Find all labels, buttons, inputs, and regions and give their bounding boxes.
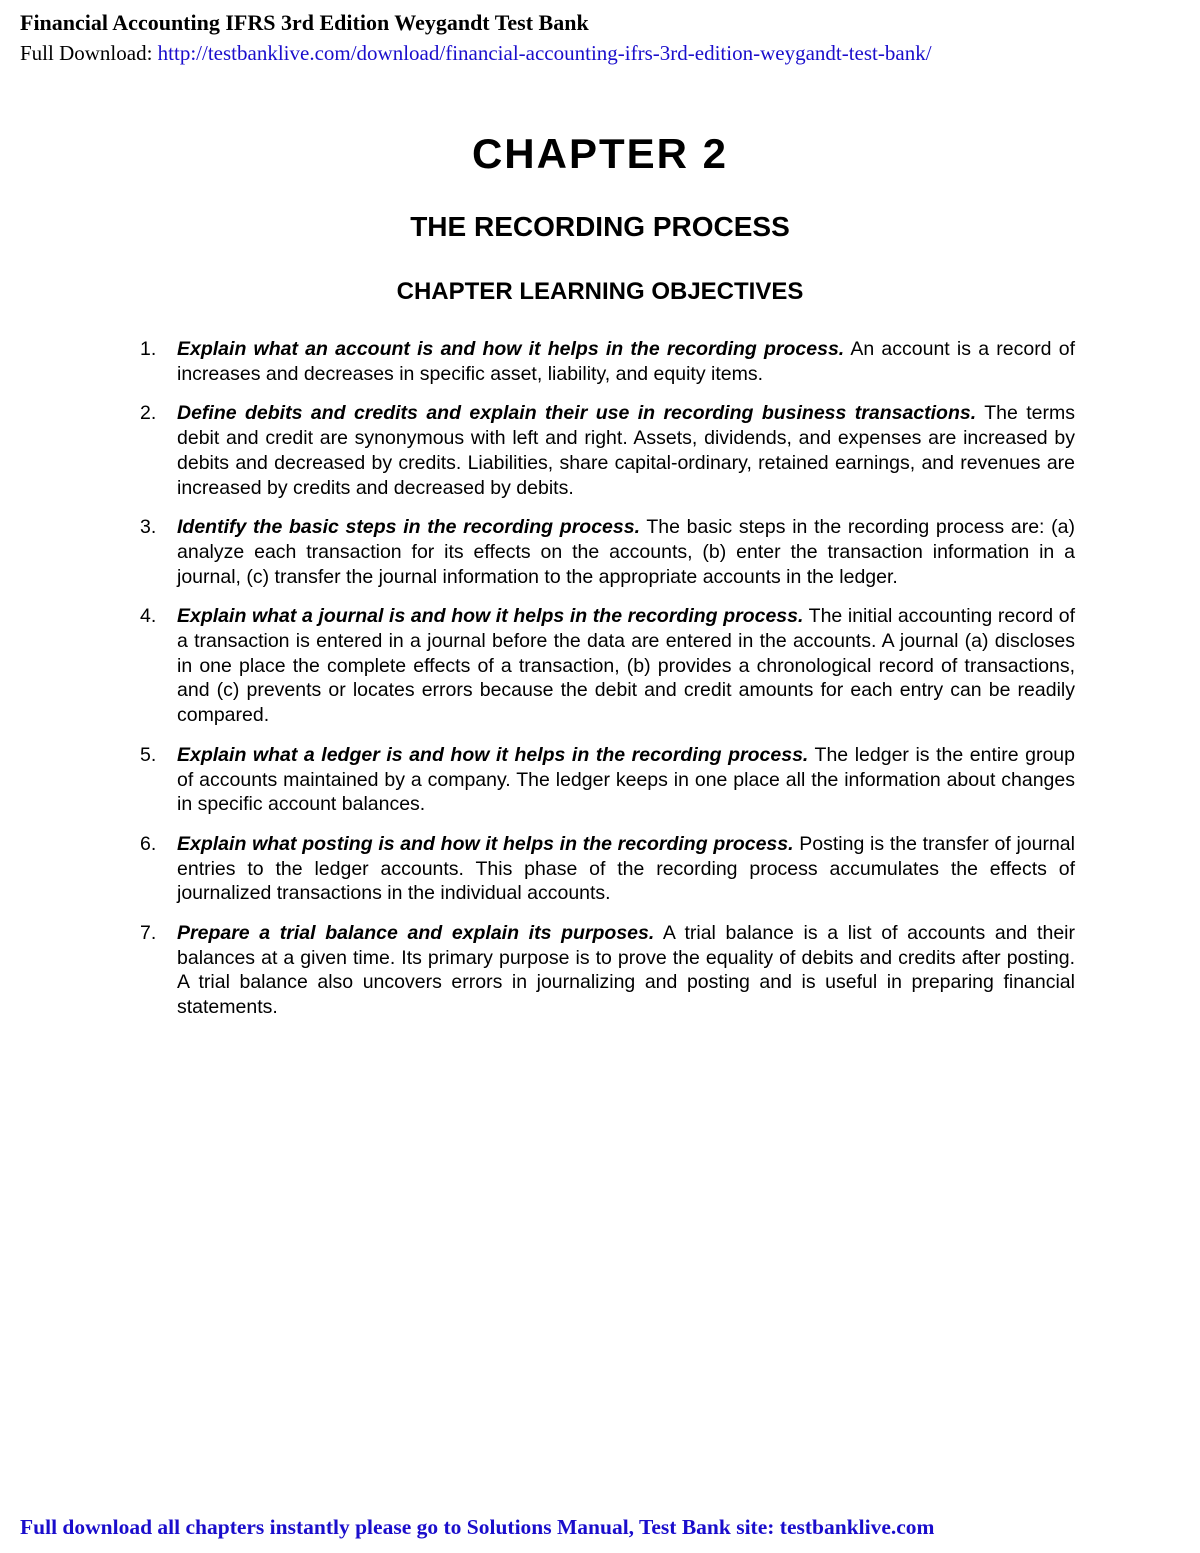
objective-lead: Explain what posting is and how it helps in the recording process. bbox=[177, 832, 794, 855]
list-item bbox=[140, 515, 1075, 589]
section-title: CHAPTER LEARNING OBJECTIVES bbox=[396, 278, 804, 305]
objective-body: The basic steps in the recording process are: (a) analyze each transaction for its effects on the accounts, (b) enter the transaction information in a journal, (c) transfer the journal information to the appropriate accounts in the ledger. bbox=[177, 516, 1075, 588]
objective-lead: Explain what a journal is and how it helps in the recording process. bbox=[177, 605, 804, 628]
objective-lead: Define debits and credits and explain their use in recording business transactions. bbox=[177, 402, 977, 425]
objective-lead: Explain what an account is and how it helps in the recording process. bbox=[177, 338, 845, 360]
objective-number: 7. bbox=[140, 922, 157, 945]
objective-body: The terms debit and credit are synonymous with left and right. Assets, dividends, and expenses are increased by debits and decreased by credits. Liabilities, share capital-ordinary, retained earnings, and revenues are increased by credits and decreased by debits. bbox=[177, 402, 1075, 499]
objective-body: Posting is the transfer of journal entries to the ledger accounts. This phase of the recording process accumulates the effects of journalized transactions in the individual accounts. bbox=[177, 832, 1075, 905]
objective-number: 1. bbox=[140, 338, 157, 360]
objective-number: 6. bbox=[140, 832, 157, 855]
header-download-line bbox=[20, 38, 1180, 68]
objective-lead: Identify the basic steps in the recording process. bbox=[177, 516, 641, 539]
objective-body: The initial accounting record of a transaction is entered in a journal before the data are entered in the accounts. A journal (a) discloses in one place the complete effects of a transaction, (b) provides a chronological record of transactions, and (c) prevents or locates errors because the debit and credit amounts for each entry can be readily compared. bbox=[177, 605, 1075, 727]
objective-body: An account is a record of increases and decreases in specific asset, liability, and equity items. bbox=[177, 338, 1075, 385]
objective-number: 5. bbox=[140, 743, 157, 766]
footer-promo-text: Full download all chapters instantly please go to Solutions Manual, Test Bank site: testbanklive.com bbox=[20, 1515, 935, 1539]
list-item bbox=[140, 337, 1075, 386]
list-item bbox=[140, 743, 1075, 817]
list-item bbox=[140, 832, 1075, 906]
learning-objectives-list bbox=[140, 337, 1075, 1035]
objective-body: A trial balance is a list of accounts and their balances at a given time. Its primary purpose is to prove the equality of debits and credits after posting. A trial balance also uncovers errors in journalizing and posting and is useful in preparing financial statements. bbox=[177, 922, 1075, 1019]
download-link[interactable]: http://testbanklive.com/download/financial-accounting-ifrs-3rd-edition-weygandt-test-bank/ bbox=[157, 41, 932, 65]
download-label: Full Download: bbox=[20, 41, 158, 65]
chapter-number: CHAPTER 2 bbox=[471, 130, 729, 177]
objective-lead: Prepare a trial balance and explain its purposes. bbox=[177, 922, 655, 945]
list-item bbox=[140, 921, 1075, 1020]
objective-lead: Explain what a ledger is and how it helps in the recording process. bbox=[177, 743, 809, 766]
list-item bbox=[140, 401, 1075, 500]
objective-number: 2. bbox=[140, 402, 157, 425]
page-header bbox=[20, 8, 1180, 68]
list-item bbox=[140, 604, 1075, 728]
chapter-title: THE RECORDING PROCESS bbox=[410, 211, 790, 242]
objective-body: The ledger is the entire group of accounts maintained by a company. The ledger keeps in one place all the information about changes in specific account balances. bbox=[177, 743, 1075, 816]
objective-number: 4. bbox=[140, 605, 157, 628]
objective-number: 3. bbox=[140, 516, 157, 539]
header-title: Financial Accounting IFRS 3rd Edition Weygandt Test Bank bbox=[20, 10, 589, 35]
